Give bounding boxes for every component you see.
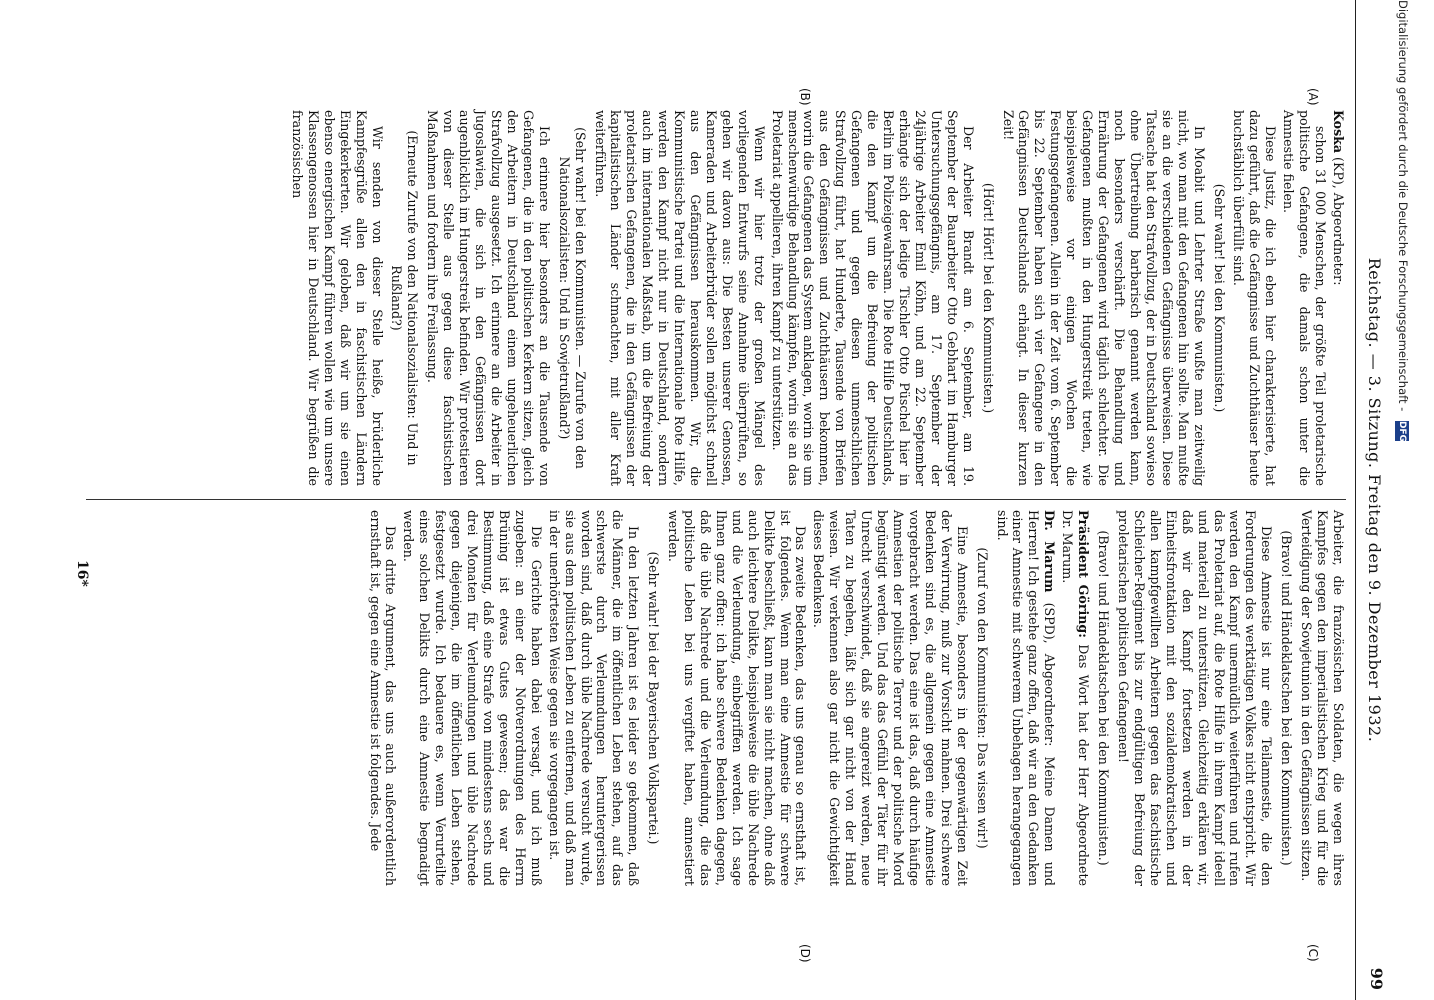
speaker-name: Dr. Marum (1042, 510, 1058, 593)
speaker-name: Präsident Göring: (1076, 510, 1092, 638)
paragraph-text: Das dritte Argument, das uns auch außerordentlich ernsthaft ist, gegen eine Amnestie ist folgendes. Jede (367, 510, 399, 886)
interjection-text: (Bravo! und Händeklatschen bei den Kommunisten.) (1096, 530, 1112, 866)
interjection-text: (Zuruf von den Kommunisten: Das wissen wir!) (974, 547, 990, 849)
speaker-paragraph (1059, 510, 1091, 886)
paragraph-text: (SPD), Abgeordneter: Meine Damen und Herren! Ich gestehe ganz offen, daß wir an den Gedanken einer Amnestie mit schwerem Unbehagen herangegangen sind. (994, 510, 1058, 886)
document-page (10, 0, 1390, 1000)
column-divider (86, 499, 1346, 500)
paragraph (1115, 510, 1274, 886)
dfg-logo: DFG (1397, 420, 1408, 442)
speaker-paragraph (994, 510, 1058, 886)
paragraph-text: schon 31 000 Menschen, der größte Teil proletarische politische Gefangene, die damals schon unter die Amnestie fielen. (1281, 110, 1329, 486)
paragraph-text: Der Arbeiter Brandt am 6. September, am 19. September der Bauarbeiter Otto Gebhart im Hamburger Untersuchungsgefängnis, am 17. September der 24jährige Arbeiter Emil Köhn, und am 22. September erhängte sich der ledige Tischler Otto Püschel hier in Berlin im Polizeigewahrsam. Die Rote Hilfe Deutschlands, die den Kampf um die Befreiung der politischen Gefangenen und gegen diesen unmenschlichen Strafvollzug führt, hat Hunderte, Tausende von Briefen aus den Gefängnissen und Zuchthäusern bekommen, worin die Gefangenen das System anklagen, worin sie um menschenwürdige Behandlung kämpfen, worin sie an das Proletariat appellieren, ihren Kampf zu unterstützen. (769, 110, 976, 486)
paragraph (289, 110, 385, 486)
speaker-name: Koska (1331, 110, 1346, 154)
paragraph (592, 110, 767, 486)
paragraph (769, 110, 976, 486)
page-number: 99 (1367, 967, 1386, 990)
interjection (556, 110, 588, 486)
paragraph-text: Ich erinnere hier besonders an die Tausende von Gefangenen, die in den politischen Kerkern sitzen, gleich den Arbeitern in Deutschland einem ungeheuerlichen Strafvollzug ausgesetzt. Ich erinnere an die Arbeiter in Jugoslawien, die sich in den Gefängnissen dort augenblicklich im Hungerstreik befinden. Wir protestieren von dieser Stelle aus gegen diese faschistischen Maßnahmen und fordern ihre Freilassung. (425, 110, 552, 486)
paragraph-text: In den letzten Jahren ist es leider so gekommen, daß die Männer, die im öffentlichen Leben stehen, auf das schwerste durch Verleumdungen heruntergerissen worden sind, daß durch üble Nachrede versucht wurde, sie aus dem politischen Leben zu entfernen, und daß man in der unerhörtesten Weise gegen sie vorgegangen ist. (546, 510, 642, 886)
paragraph (1298, 510, 1346, 886)
interjection (389, 110, 421, 486)
sheet-signature: 16* (74, 560, 90, 587)
interjection-text: (Erneute Zurufe von den Nationalsozialisten: Und in Rußland?) (389, 130, 421, 466)
paragraph (1000, 110, 1207, 486)
paragraph-text: (KP), Abgeordneter: (1331, 153, 1346, 286)
interjection-text: (Sehr wahr! bei den Kommunisten. — Zurufe von den Nationalsozialisten: Und in Sowjetrußland?) (556, 127, 588, 469)
margin-marker-d: (D) (798, 944, 812, 963)
paragraph-text: Wenn wir hier trotz der großen Mängel des vorliegenden Entwurfs seine Annahme überprüften, so gehen wir davon aus: Die Besten unserer Genossen, Kameraden und Arbeiterbrüder sollen möglichst schnell aus den Gefängnissen herauskommen. Wir, die Kommunistische Partei und die Internationale Rote Hilfe, werden den Kampf nicht nur in Deutschland, sondern auch im internationalen Maßstab, um die Befreiung der proletarischen Gefangenen, die in den Gefängnissen der kapitalistischen Länder schmachten, mit aller Kraft weiterführen. (592, 110, 767, 486)
margin-marker-b: (B) (798, 88, 812, 106)
paragraph-text: Wir senden von dieser Stelle heiße, brüderliche Kampfesgrüße allen den in faschistischen Ländern Eingekerkerten. Wir geloben, daß wir um sie einen ebenso energischen Kampf führen wollen wie um unsere Klassengenossen hier in Deutschland. Wir begrüßen die französischen (289, 110, 385, 486)
paragraph (424, 110, 551, 486)
paragraph (367, 510, 399, 886)
paragraph (1231, 110, 1279, 486)
interjection-text: (Bravo! und Händeklatschen bei den Kommunisten.) (1279, 530, 1295, 866)
interjection-text: (Hört! Hört! bei den Kommunisten.) (980, 182, 996, 414)
paragraph (546, 510, 642, 886)
interjection (1211, 110, 1227, 486)
paragraph (811, 510, 970, 886)
paragraph (665, 510, 808, 886)
interjection (1278, 510, 1294, 886)
paragraph-text: Die Gerichte haben dabei versagt, und ich muß zugeben: an einer der Notverordnungen des Herrn Brüning ist etwas Gutes gewesen; das war die Bestimmung, daß eine Strafe von mindestens sechs und drei Monaten für Verleumdungen und üble Nachrede gegen diejenigen, die im öffentlichen Leben stehen, festgesetzt wurde. Ich bedauere es, wenn Verurteilte eines solchen Delikts durch eine Amnestie begnadigt werden. (401, 510, 544, 886)
paragraph-text: Das zweite Bedenken, das uns genau so ernsthaft ist, ist folgendes. Wenn man eine Amnestie für schwere Delikte beschließt, kann man sie nicht machen, ohne daß auch leichtere Delikte, beispielsweise die üble Nachrede und die Verleumdung, einbegriffen werden. Ich sage Ihnen ganz offen: ich habe schwere Bedenken dagegen, daß die üble Nachrede und die Verleumdung, die das politische Leben bei uns vergiftet haben, amnestiert werden. (666, 510, 809, 886)
paragraph-text: Diese Justiz, die ich eben hier charakterisierte, hat dazu geführt, daß die Gefängnisse und Zuchthäuser heute buchstäblich überfüllt sind. (1231, 110, 1279, 486)
paragraph-text: Das Wort hat der Herr Abgeordnete Dr. Marum. (1060, 510, 1092, 886)
paragraph-text: Eine Amnestie, besonders in der gegenwärtigen Zeit der Verwirrung, muß zur Vorsicht mahnen. Drei schwere Bedenken sind es, die allgemein gegen eine Amnestie vorgebracht werden. Das eine ist das, daß durch häufige Amnestien der politische Terror und der politische Mord begünstigt werden. Und das das Gefühl der Täter für ihr Unrecht verschwindet, daß sie angereizt werden, neue Taten zu begehen, läßt sich gar nicht von der Hand weisen. Wir verkennen also gar nicht die Gewichtigkeit dieses Bedenkens. (811, 510, 970, 886)
paragraph (1280, 110, 1328, 486)
credit-text: Digitalisierung gefördert durch die Deutsche Forschungsgemeinschaft - (1396, 0, 1410, 412)
header-rule (1355, 0, 1356, 1000)
interjection-text: (Sehr wahr! bei den Kommunisten.) (1211, 183, 1227, 413)
margin-marker-c: (C) (1306, 944, 1320, 962)
left-column (287, 110, 1346, 486)
margin-marker-a: (A) (1306, 88, 1320, 106)
paragraph-text: Arbeiter, die französischen Soldaten, die wegen ihres Kampfes gegen den imperialistischen Krieg und für die Verteidigung der Sowjetunion in den Gefängnissen sitzen. (1299, 510, 1346, 886)
interjection (974, 510, 990, 886)
digitization-credit (1384, 0, 1410, 1000)
interjection (645, 510, 661, 886)
interjection (980, 110, 996, 486)
page-title: Reichstag. — 3. Sitzung. Freitag den 9. Dezember 1932. (1365, 257, 1384, 743)
right-column (365, 510, 1346, 886)
paragraph-text: In Moabit und Lehrter Straße wußte man zeitweilig nicht, wo man mit den Gefangenen hin sollte. Man mußte sie an die verschiedenen Gefängnisse überweisen. Diese Tatsache hat den Strafvollzug, der in Deutschland sowieso ohne Übertreibung barbarisch genannt werden kann, noch besonders verschärft. Die Behandlung und Ernährung der Gefangenen wird täglich schlechter. Die Gefangenen mußten in den Hungerstreik treten, wie beispielsweise vor einigen Wochen die Festungsgefangenen. Allein in der Zeit vom 6. September bis 22. September haben sich vier Gefangene in den Gefängnissen Deutschlands erhängt. In dieser kurzen Zeit! (1000, 110, 1207, 486)
paragraph (400, 510, 543, 886)
speaker-paragraph (1330, 110, 1346, 486)
interjection-text: (Sehr wahr! bei der Bayerischen Volkspartei.) (646, 551, 662, 845)
paragraph-text: Diese Amnestie ist nur eine Teilamnestie, die den Forderungen des werktätigen Volkes nicht entspricht. Wir werden den Kampf unermüdlich weiterführen und rufen das Proletariat auf, die Rote Hilfe in ihrem Kampf ideell und materiell zu unterstützen. Gleichzeitig erklären wir, daß wir den Kampf fortsetzen werden in der Einheitsfrontaktion mit den sozialdemokratischen und allen kampfgewillten Arbeitern gegen das faschistische Schleicher-Regiment bis zur endgültigen Befreiung der proletarischen politischen Gefangenen! (1116, 510, 1275, 886)
interjection (1095, 510, 1111, 886)
